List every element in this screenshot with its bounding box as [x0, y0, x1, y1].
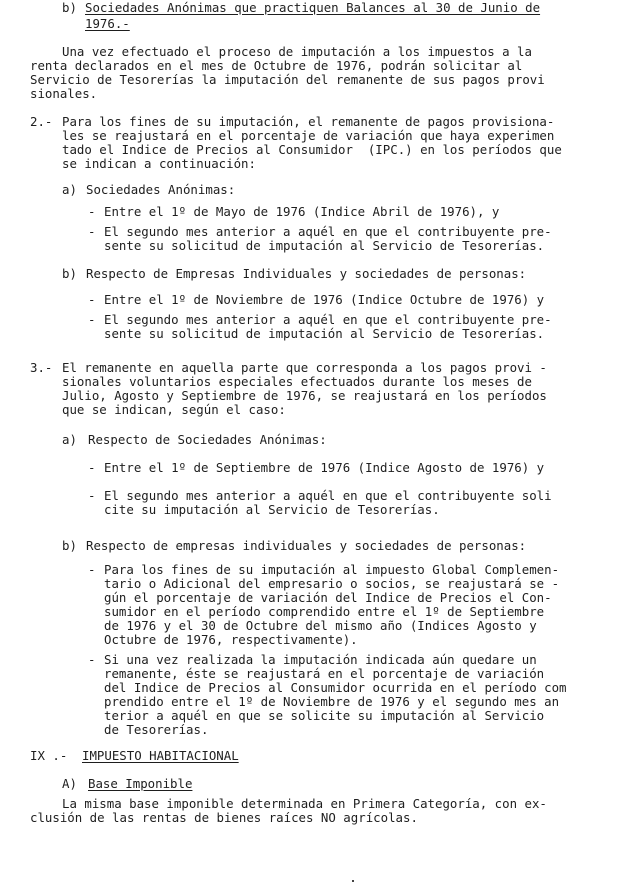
bullet-dash: -	[88, 292, 96, 307]
bullet-line: Entre el 1º de Septiembre de 1976 (Indice Agosto de 1976) y	[104, 460, 545, 475]
item-number: 3.-	[30, 360, 53, 375]
subsection-label: A)	[62, 776, 77, 791]
section-number: IX .-	[30, 748, 68, 763]
bullet-dash: -	[88, 224, 96, 239]
subsection-heading: Respecto de empresas individuales y sociedades de personas:	[86, 538, 527, 553]
bullet-dash: -	[88, 312, 96, 327]
subsection-heading: Base Imponible	[88, 776, 193, 791]
subsection-heading: Respecto de Empresas Individuales y sociedades de personas:	[86, 266, 527, 281]
bullet-line: El segundo mes anterior a aquél en que el contribuyente pre-	[104, 224, 552, 239]
paragraph-line: Una vez efectuado el proceso de imputación a los impuestos a la	[62, 44, 532, 59]
section-title: IMPUESTO HABITACIONAL	[82, 748, 239, 763]
bullet-line: del Indice de Precios al Consumidor ocurrida en el período com	[104, 680, 567, 695]
bullet-line: Para los fines de su imputación al impuesto Global Complemen-	[104, 562, 560, 577]
bullet-line: prendido entre el 1º de Noviembre de 1976 y el segundo mes an	[104, 694, 560, 709]
subsection-label: a)	[62, 182, 77, 197]
bullet-line: Si una vez realizada la imputación indicada aún quedare un	[104, 652, 537, 667]
subsection-label: b)	[62, 0, 77, 15]
paragraph-line: sionales voluntarios especiales efectuados durante los meses de	[62, 374, 532, 389]
scan-speck	[352, 880, 354, 882]
paragraph-line: tado el Indice de Precios al Consumidor (IPC.) en los períodos que	[62, 142, 562, 157]
bullet-dash: -	[88, 204, 96, 219]
bullet-line: gún el porcentaje de variación del Indice de Precios el Con-	[104, 590, 552, 605]
bullet-line: de 1976 y el 30 de Octubre del mismo año (Indices Agosto y	[104, 618, 537, 633]
paragraph-line: clusión de las rentas de bienes raíces NO agrícolas.	[30, 810, 418, 825]
subsection-heading: Respecto de Sociedades Anónimas:	[88, 432, 327, 447]
item-number: 2.-	[30, 114, 53, 129]
bullet-line: Entre el 1º de Noviembre de 1976 (Indice Octubre de 1976) y	[104, 292, 545, 307]
subsection-label: b)	[62, 266, 77, 281]
paragraph-line: La misma base imponible determinada en Primera Categoría, con ex-	[62, 796, 547, 811]
subsection-label: a)	[62, 432, 77, 447]
paragraph-line: les se reajustará en el porcentaje de variación que haya experimen	[62, 128, 555, 143]
bullet-dash: -	[88, 562, 96, 577]
bullet-line: de Tesorerías.	[104, 722, 209, 737]
bullet-line: cite su imputación al Servicio de Tesorerías.	[104, 502, 440, 517]
bullet-line: sumidor en el período comprendido entre el 1º de Septiembre	[104, 604, 545, 619]
paragraph-line: que se indican, según el caso:	[62, 402, 286, 417]
bullet-line: sente su solicitud de imputación al Servicio de Tesorerías.	[104, 326, 545, 341]
paragraph-line: renta declarados en el mes de Octubre de 1976, podrán solicitar al	[30, 58, 523, 73]
bullet-dash: -	[88, 460, 96, 475]
bullet-line: terior a aquél en que se solicite su imputación al Servicio	[104, 708, 545, 723]
paragraph-line: se indican a continuación:	[62, 156, 256, 171]
subsection-heading-continued: 1976.-	[85, 16, 130, 31]
bullet-dash: -	[88, 488, 96, 503]
paragraph-line: Para los fines de su imputación, el remanente de pagos provisiona-	[62, 114, 555, 129]
subsection-heading: Sociedades Anónimas:	[86, 182, 236, 197]
paragraph-line: Servicio de Tesorerías la imputación del remanente de sus pagos provi	[30, 72, 545, 87]
paragraph-line: Julio, Agosto y Septiembre de 1976, se reajustará en los períodos	[62, 388, 547, 403]
subsection-label: b)	[62, 538, 77, 553]
bullet-line: Octubre de 1976, respectivamente).	[104, 632, 358, 647]
bullet-line: Entre el 1º de Mayo de 1976 (Indice Abril de 1976), y	[104, 204, 500, 219]
bullet-line: El segundo mes anterior a aquél en que el contribuyente pre-	[104, 312, 552, 327]
bullet-line: remanente, éste se reajustará en el porcentaje de variación	[104, 666, 545, 681]
bullet-dash: -	[88, 652, 96, 667]
paragraph-line: sionales.	[30, 86, 98, 101]
bullet-line: El segundo mes anterior a aquél en que el contribuyente soli	[104, 488, 552, 503]
bullet-line: tario o Adicional del empresario o socios, se reajustará se -	[104, 576, 560, 591]
paragraph-line: El remanente en aquella parte que corresponda a los pagos provi -	[62, 360, 547, 375]
subsection-heading: Sociedades Anónimas que practiquen Balances al 30 de Junio de	[85, 0, 541, 15]
bullet-line: sente su solicitud de imputación al Servicio de Tesorerías.	[104, 238, 545, 253]
